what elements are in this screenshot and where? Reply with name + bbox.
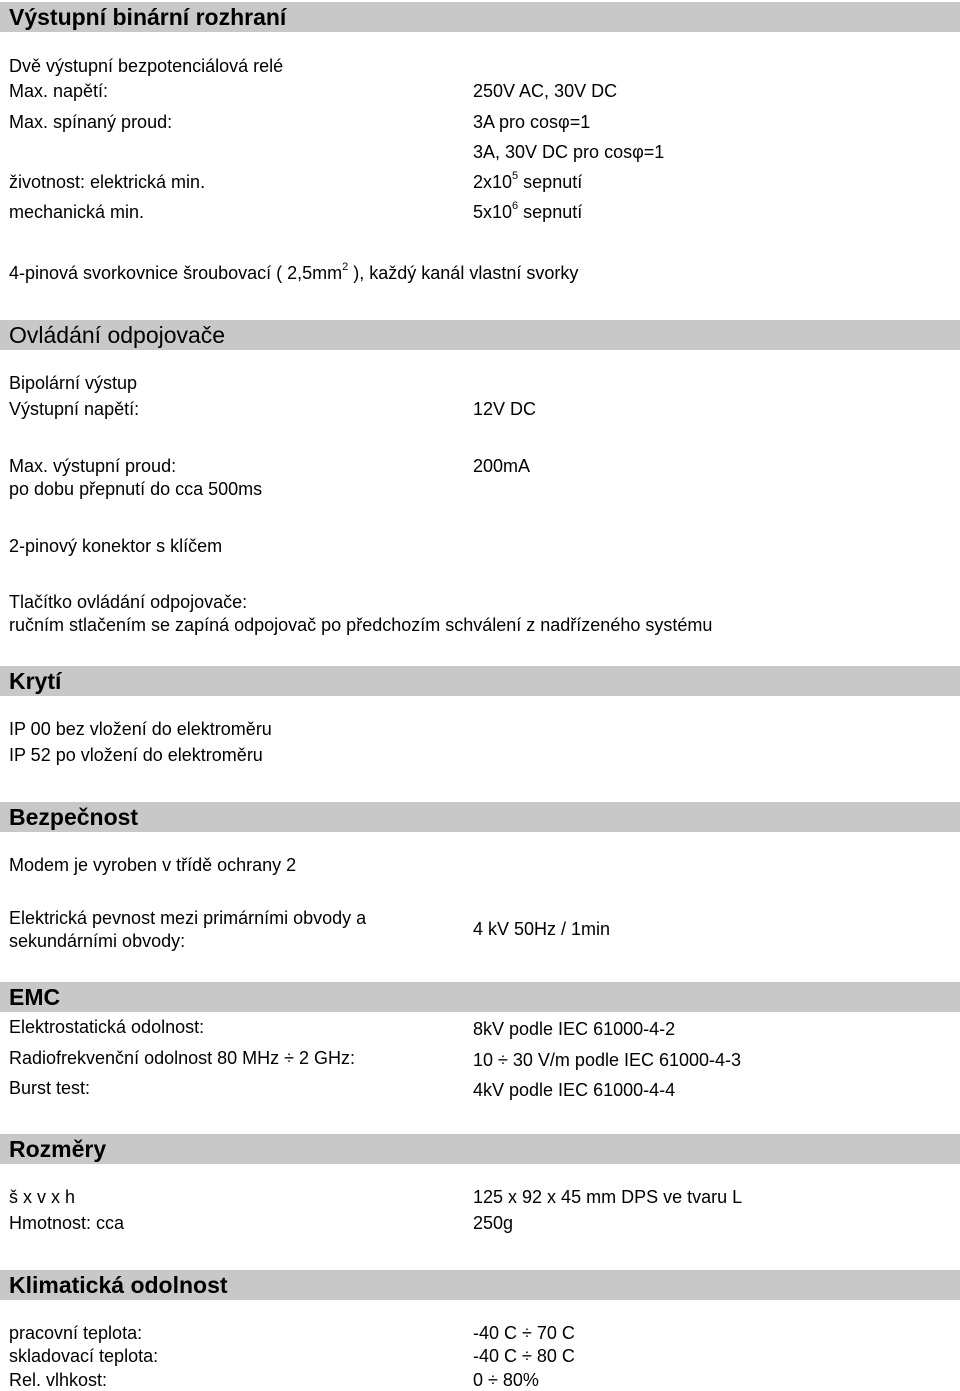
strength-label-1: Elektrická pevnost mezi primárními obvody a bbox=[9, 908, 367, 928]
burst-value: 4kV podle IEC 61000-4-4 bbox=[473, 1080, 676, 1100]
operating-temp-value: -40 C ÷ 70 C bbox=[473, 1323, 575, 1343]
life-electric-label: životnost: elektrická min. bbox=[9, 172, 206, 192]
strength-label-2: sekundárními obvody: bbox=[9, 931, 186, 951]
connector-description: 2-pinový konektor s klíčem bbox=[9, 536, 223, 556]
max-voltage-value: 250V AC, 30V DC bbox=[473, 81, 618, 101]
size-label: š x v x h bbox=[9, 1187, 76, 1207]
section-header-emc: EMC bbox=[0, 982, 960, 1012]
section-header-binary-outputs: Výstupní binární rozhraní bbox=[0, 2, 960, 32]
operating-temp-label: pracovní teplota: bbox=[9, 1323, 143, 1343]
relay-description: Dvě výstupní bezpotenciálová relé bbox=[9, 56, 284, 76]
storage-temp-value: -40 C ÷ 80 C bbox=[473, 1346, 575, 1366]
output-current-label: Max. výstupní proud: bbox=[9, 456, 177, 476]
burst-label: Burst test: bbox=[9, 1078, 91, 1098]
output-current-note: po dobu přepnutí do cca 500ms bbox=[9, 479, 263, 499]
bipolar-output: Bipolární výstup bbox=[9, 373, 138, 393]
weight-value: 250g bbox=[473, 1213, 514, 1233]
esd-value: 8kV podle IEC 61000-4-2 bbox=[473, 1019, 676, 1039]
output-voltage-value: 12V DC bbox=[473, 399, 537, 419]
esd-label: Elektrostatická odolnost: bbox=[9, 1017, 205, 1037]
life-mech-value: $5x10^6$ sepnutí bbox=[473, 200, 583, 222]
weight-label: Hmotnost: cca bbox=[9, 1213, 125, 1233]
output-current-value: 200mA bbox=[473, 456, 531, 476]
storage-temp-label: skladovací teplota: bbox=[9, 1346, 159, 1366]
max-current-value-2: 3A, 30V DC pro cosφ=1 bbox=[473, 142, 665, 162]
ip52-text: IP 52 po vložení do elektroměru bbox=[9, 745, 263, 765]
terminal-description: 4-pinová svorkovnice šroubovací ( $2,5mm^2$ ), každý kanál vlastní svorky bbox=[9, 261, 579, 283]
size-value: 125 x 92 x 45 mm DPS ve tvaru L bbox=[473, 1187, 743, 1207]
max-current-value-1: 3A pro cosφ=1 bbox=[473, 112, 591, 132]
section-header-disconnector: Ovládání odpojovače bbox=[0, 320, 960, 350]
section-header-dimensions: Rozměry bbox=[0, 1134, 960, 1164]
protection-class: Modem je vyroben v třídě ochrany 2 bbox=[9, 855, 297, 875]
humidity-label: Rel. vlhkost: bbox=[9, 1370, 108, 1390]
humidity-value: 0 ÷ 80% bbox=[473, 1370, 539, 1390]
life-electric-value: $2x10^5$ sepnutí bbox=[473, 170, 583, 192]
ip00-text: IP 00 bez vložení do elektroměru bbox=[9, 719, 272, 739]
section-header-safety: Bezpečnost bbox=[0, 802, 960, 832]
max-voltage-label: Max. napětí: bbox=[9, 81, 109, 101]
output-voltage-label: Výstupní napětí: bbox=[9, 399, 140, 419]
max-current-label: Max. spínaný proud: bbox=[9, 112, 173, 132]
section-header-climate: Klimatická odolnost bbox=[0, 1270, 960, 1300]
button-label: Tlačítko ovládání odpojovače: bbox=[9, 592, 248, 612]
strength-value: 4 kV 50Hz / 1min bbox=[473, 919, 611, 939]
rf-value: 10 ÷ 30 V/m podle IEC 61000-4-3 bbox=[473, 1050, 742, 1070]
rf-label: Radiofrekvenční odolnost 80 MHz ÷ 2 GHz: bbox=[9, 1048, 356, 1068]
button-description: ručním stlačením se zapíná odpojovač po předchozím schválení z nadřízeného systému bbox=[9, 615, 713, 635]
section-header-protection: Krytí bbox=[0, 666, 960, 696]
life-mech-label: mechanická min. bbox=[9, 202, 145, 222]
